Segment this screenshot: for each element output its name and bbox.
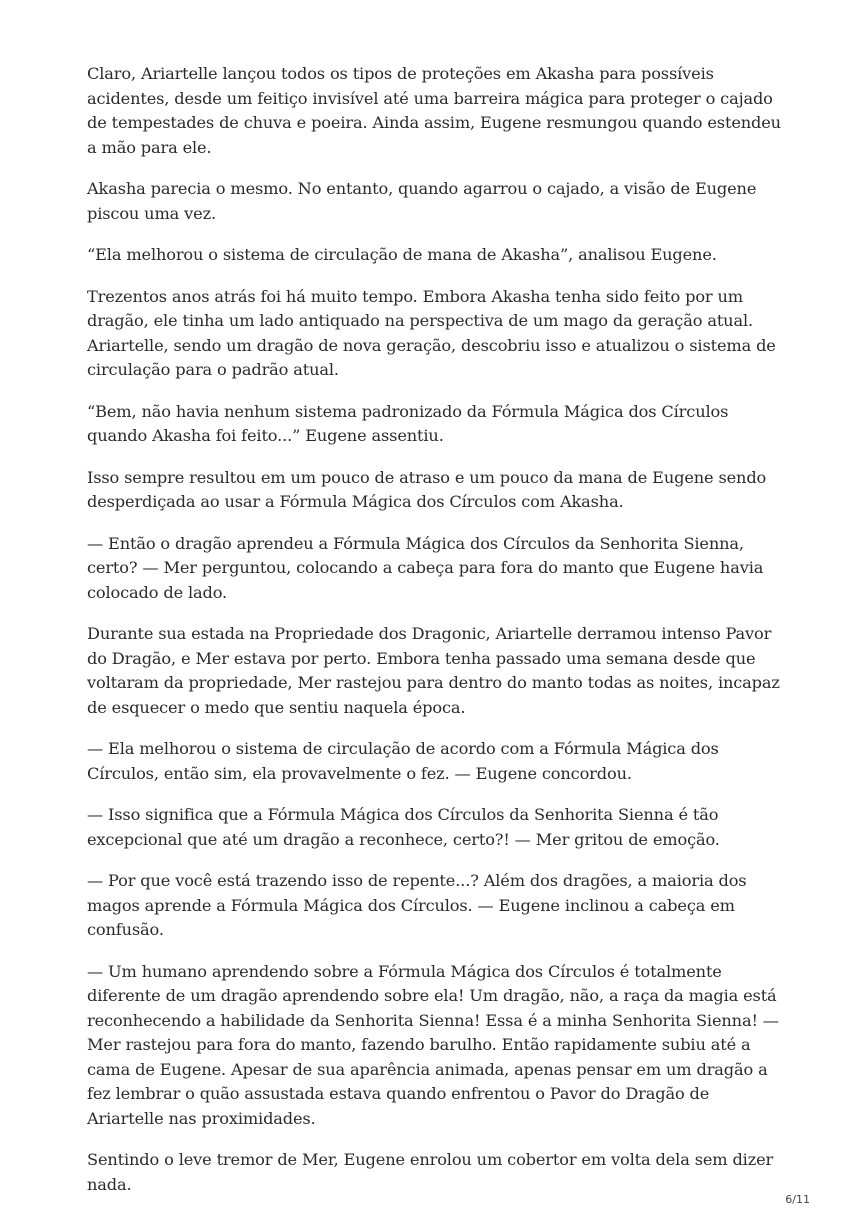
paragraph-2: Akasha parecia o mesmo. No entanto, quando agarrou o cajado, a visão de Eugene piscou uma vez. [87,179,757,223]
paragraph-9: — Ela melhorou o sistema de circulação de acordo com a Fórmula Mágica dos Círculos, então sim, ela provavelmente o fez. — Eugene concordou. [87,739,719,783]
document-body [87,62,787,1214]
paragraph-13: Sentindo o leve tremor de Mer, Eugene enrolou um cobertor em volta dela sem dizer nada. [87,1150,774,1194]
paragraph-5: “Bem, não havia nenhum sistema padronizado da Fórmula Mágica dos Círculos quando Akasha foi feito...” Eugene assentiu. [87,401,729,445]
paragraph-1: Claro, Ariartelle lançou todos os tipos de proteções em Akasha para possíveis acidentes, desde um feitiço invisível até uma barreira mágica para proteger o cajado de tempestades de chuva e poeira. Ainda assim, Eugene resmungou quando estendeu a mão para ele. [87,64,781,157]
paragraph-10: — Isso significa que a Fórmula Mágica dos Círculos da Senhorita Sienna é tão excepcional que até um dragão a reconhece, certo?! — Mer gritou de emoção. [87,805,720,849]
paragraph-7: — Então o dragão aprendeu a Fórmula Mágica dos Círculos da Senhorita Sienna, certo? — Mer perguntou, colocando a cabeça para fora do manto que Eugene havia colocado de lado. [87,533,764,602]
paragraph-12: — Um humano aprendendo sobre a Fórmula Mágica dos Círculos é totalmente diferente de um dragão aprendendo sobre ela! Um dragão, não, a raça da magia está reconhecendo a habilidade da Senhorita Sienna! Essa é a minha Senhorita Sienna! — Mer rastejou para fora do manto, fazendo barulho. Então rapidamente subiu até a cama de Eugene. Apesar de sua aparência animada, apenas pensar em um dragão a fez lembrar o quão assustada estava quando enfrentou o Pavor do Dragão de Ariartelle nas proximidades. [87,961,779,1128]
paragraph-3: “Ela melhorou o sistema de circulação de mana de Akasha”, analisou Eugene. [87,245,717,264]
paragraph-4: Trezentos anos atrás foi há muito tempo. Embora Akasha tenha sido feito por um dragão, ele tinha um lado antiquado na perspectiva de um mago da geração atual. Ariartelle, sendo um dragão de nova geração, descobriu isso e atualizou o sistema de circulação para o padrão atual. [87,286,776,379]
page-number: 6/11 [785,1193,810,1206]
paragraph-8: Durante sua estada na Propriedade dos Dragonic, Ariartelle derramou intenso Pavor do Dragão, e Mer estava por perto. Embora tenha passado uma semana desde que voltaram da propriedade, Mer rastejou para dentro do manto todas as noites, incapaz de esquecer o medo que sentiu naquela época. [87,624,780,717]
paragraph-11: — Por que você está trazendo isso de repente...? Além dos dragões, a maioria dos magos aprende a Fórmula Mágica dos Círculos. — Eugene inclinou a cabeça em confusão. [87,871,747,939]
paragraph-6: Isso sempre resultou em um pouco de atraso e um pouco da mana de Eugene sendo desperdiçada ao usar a Fórmula Mágica dos Círculos com Akasha. [87,467,767,511]
